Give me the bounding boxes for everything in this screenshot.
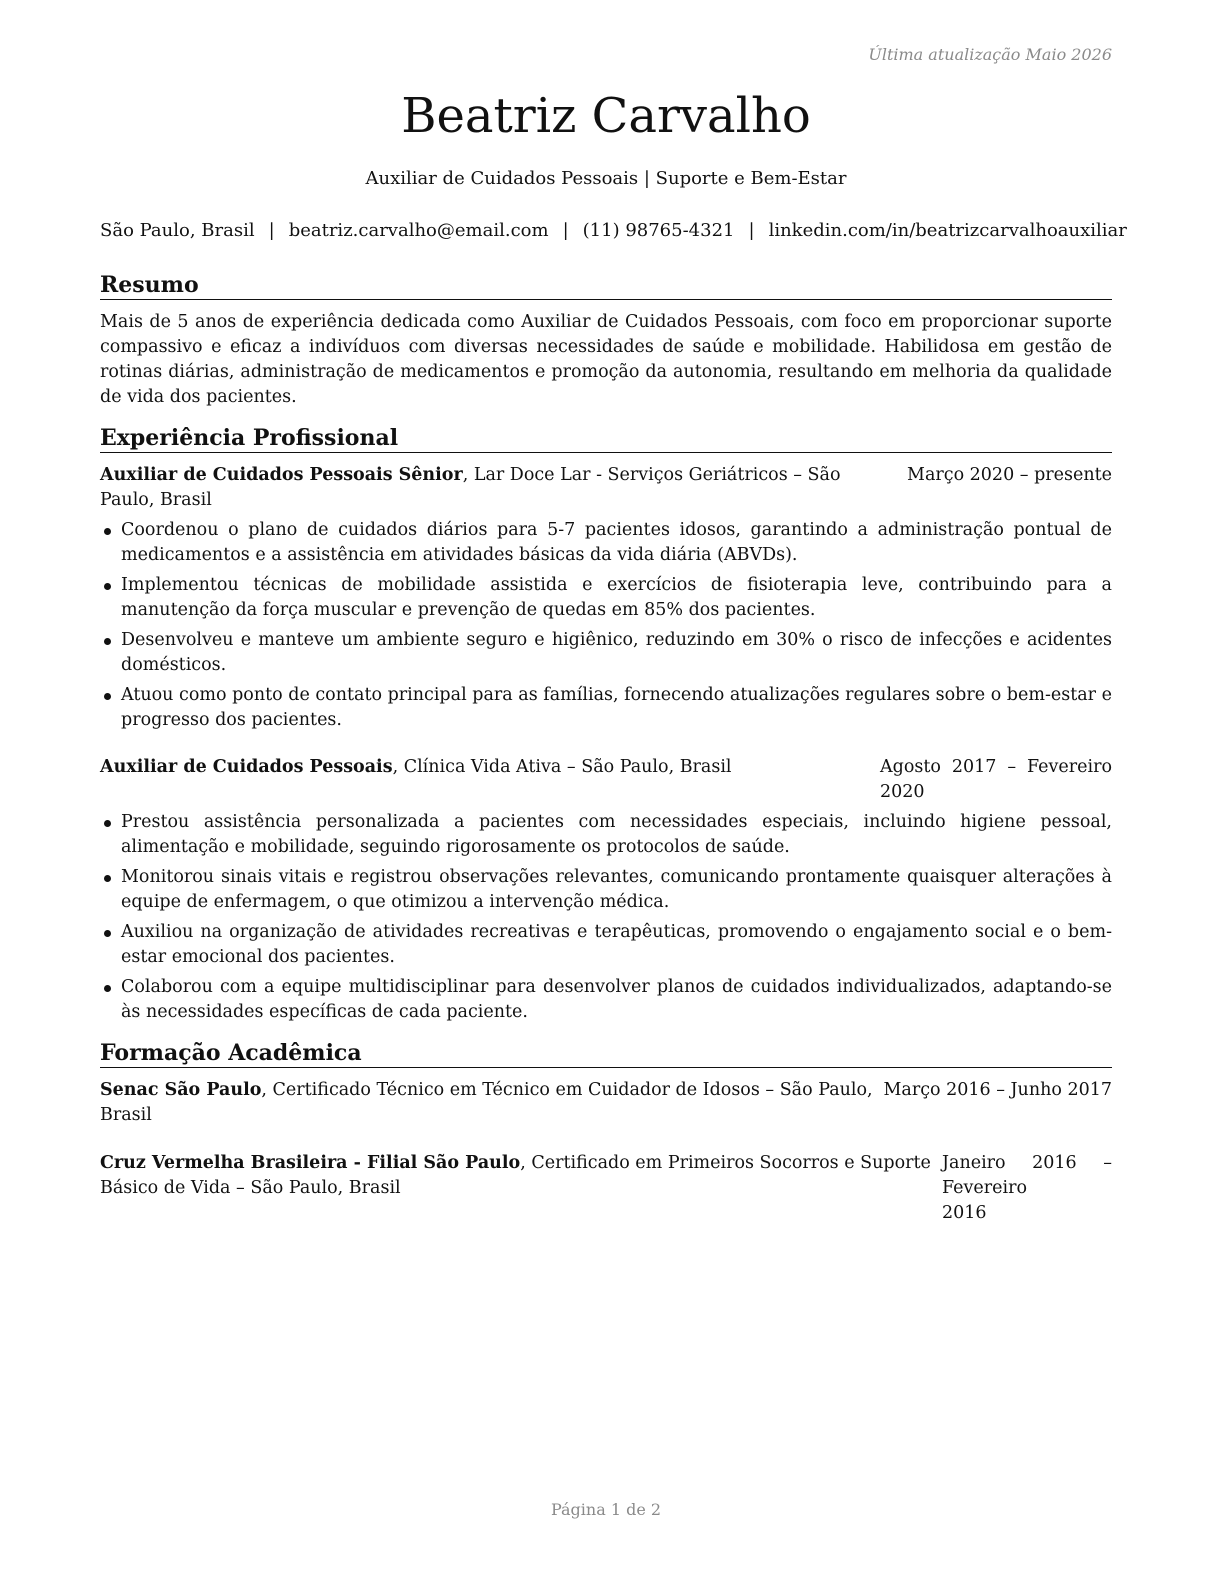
job-dates-line: Agosto 2017 – Fevereiro (880, 757, 1112, 777)
list-item: Colaborou com a equipe multidisciplinar para desenvolver planos de cuidados individualizados, adaptando-se às necessidades específicas de cada paciente. (100, 975, 1112, 1025)
contact-linkedin[interactable]: linkedin.com/in/beatrizcarvalhoauxiliar (768, 220, 1127, 241)
education-title: Formação Acadêmica (100, 1039, 1112, 1068)
job-org: , Lar Doce Lar - Serviços Geriátricos – São Paulo, Brasil (100, 465, 841, 510)
job-bullets (100, 810, 1112, 1025)
resume-content (100, 271, 1112, 1249)
job-role: Auxiliar de Cuidados Pessoais (100, 757, 393, 777)
contact-separator: | (748, 220, 755, 241)
job-dates: Março 2020 – presente (907, 465, 1112, 485)
education-entry (100, 1151, 1112, 1226)
education-line (100, 1151, 942, 1201)
list-item: Atuou como ponto de contato principal para as famílias, fornecendo atualizações regulares sobre o bem-estar e progresso dos pacientes. (100, 683, 1112, 733)
job-org: , Clínica Vida Ativa – São Paulo, Brasil (392, 757, 732, 777)
education-dates-line: Janeiro 2016 – Fevereiro (942, 1153, 1112, 1198)
education-dates: Março 2016 – Junho 2017 (883, 1080, 1112, 1100)
experience-section (100, 424, 1112, 1025)
education-dates-line: 2016 (942, 1203, 987, 1223)
list-item: Coordenou o plano de cuidados diários para 5-7 pacientes idosos, garantindo a administração pontual de medicamentos e a assistência em atividades básicas da vida diária (ABVDs). (100, 518, 1112, 568)
education-section (100, 1039, 1112, 1226)
education-header (100, 1151, 1112, 1226)
list-item: Desenvolveu e manteve um ambiente seguro e higiênico, reduzindo em 30% o risco de infecções e acidentes domésticos. (100, 628, 1112, 678)
list-item: Implementou técnicas de mobilidade assistida e exercícios de fisioterapia leve, contribuindo para a manutenção da força muscular e prevenção de quedas em 85% dos pacientes. (100, 573, 1112, 623)
education-institution: Senac São Paulo (100, 1080, 262, 1100)
education-line (100, 1078, 884, 1128)
job-title-line (100, 463, 907, 513)
education-header (100, 1078, 1112, 1128)
job-dates (880, 755, 1112, 805)
list-item: Monitorou sinais vitais e registrou observações relevantes, comunicando prontamente quaisquer alterações à equipe de enfermagem, o que otimizou a intervenção médica. (100, 865, 1112, 915)
list-item: Auxiliou na organização de atividades recreativas e terapêuticas, promovendo o engajamento social e o bem-estar emocional dos pacientes. (100, 920, 1112, 970)
summary-text: Mais de 5 anos de experiência dedicada como Auxiliar de Cuidados Pessoais, com foco em proporcionar suporte compassivo e eficaz a indivíduos com diversas necessidades de saúde e mobilidade. Habilidosa em gestão de rotinas diárias, administração de medicamentos e promoção da autonomia, resultando em melhoria da qualidade de vida dos pacientes. (100, 312, 1112, 407)
contact-separator: | (562, 220, 569, 241)
contact-location: São Paulo, Brasil (100, 220, 255, 241)
job-entry (100, 755, 1112, 1025)
page-number: Página 1 de 2 (550, 1500, 662, 1519)
job-bullets (100, 518, 1112, 733)
education-entry (100, 1078, 1112, 1128)
summary-title: Resumo (100, 271, 1112, 300)
summary-section (100, 271, 1112, 410)
education-detail: , Certificado em Primeiros Socorros e Suporte Básico de Vida – São Paulo, Brasil (100, 1153, 931, 1198)
job-header (100, 755, 1112, 805)
candidate-name: Beatriz Carvalho (401, 88, 811, 144)
job-header (100, 463, 1112, 513)
list-item: Prestou assistência personalizada a pacientes com necessidades especiais, incluindo higiene pessoal, alimentação e mobilidade, seguindo rigorosamente os protocolos de saúde. (100, 810, 1112, 860)
job-title-line (100, 755, 880, 780)
last-updated: Última atualização Maio 2026 (868, 45, 1112, 64)
experience-title: Experiência Profissional (100, 424, 1112, 453)
job-role: Auxiliar de Cuidados Pessoais Sênior (100, 465, 463, 485)
contact-line (100, 219, 1127, 243)
contact-email[interactable]: beatriz.carvalho@email.com (288, 220, 549, 241)
education-institution: Cruz Vermelha Brasileira - Filial São Paulo (100, 1153, 521, 1173)
job-entry (100, 463, 1112, 733)
contact-separator: | (268, 220, 275, 241)
education-detail: , Certificado Técnico em Técnico em Cuidador de Idosos – São Paulo, Brasil (100, 1080, 873, 1125)
job-dates-line: 2020 (880, 782, 925, 802)
contact-phone: (11) 98765-4321 (582, 220, 735, 241)
resume-page (100, 0, 1127, 1584)
education-dates (942, 1151, 1112, 1226)
tagline: Auxiliar de Cuidados Pessoais | Suporte e Bem-Estar (365, 168, 847, 189)
